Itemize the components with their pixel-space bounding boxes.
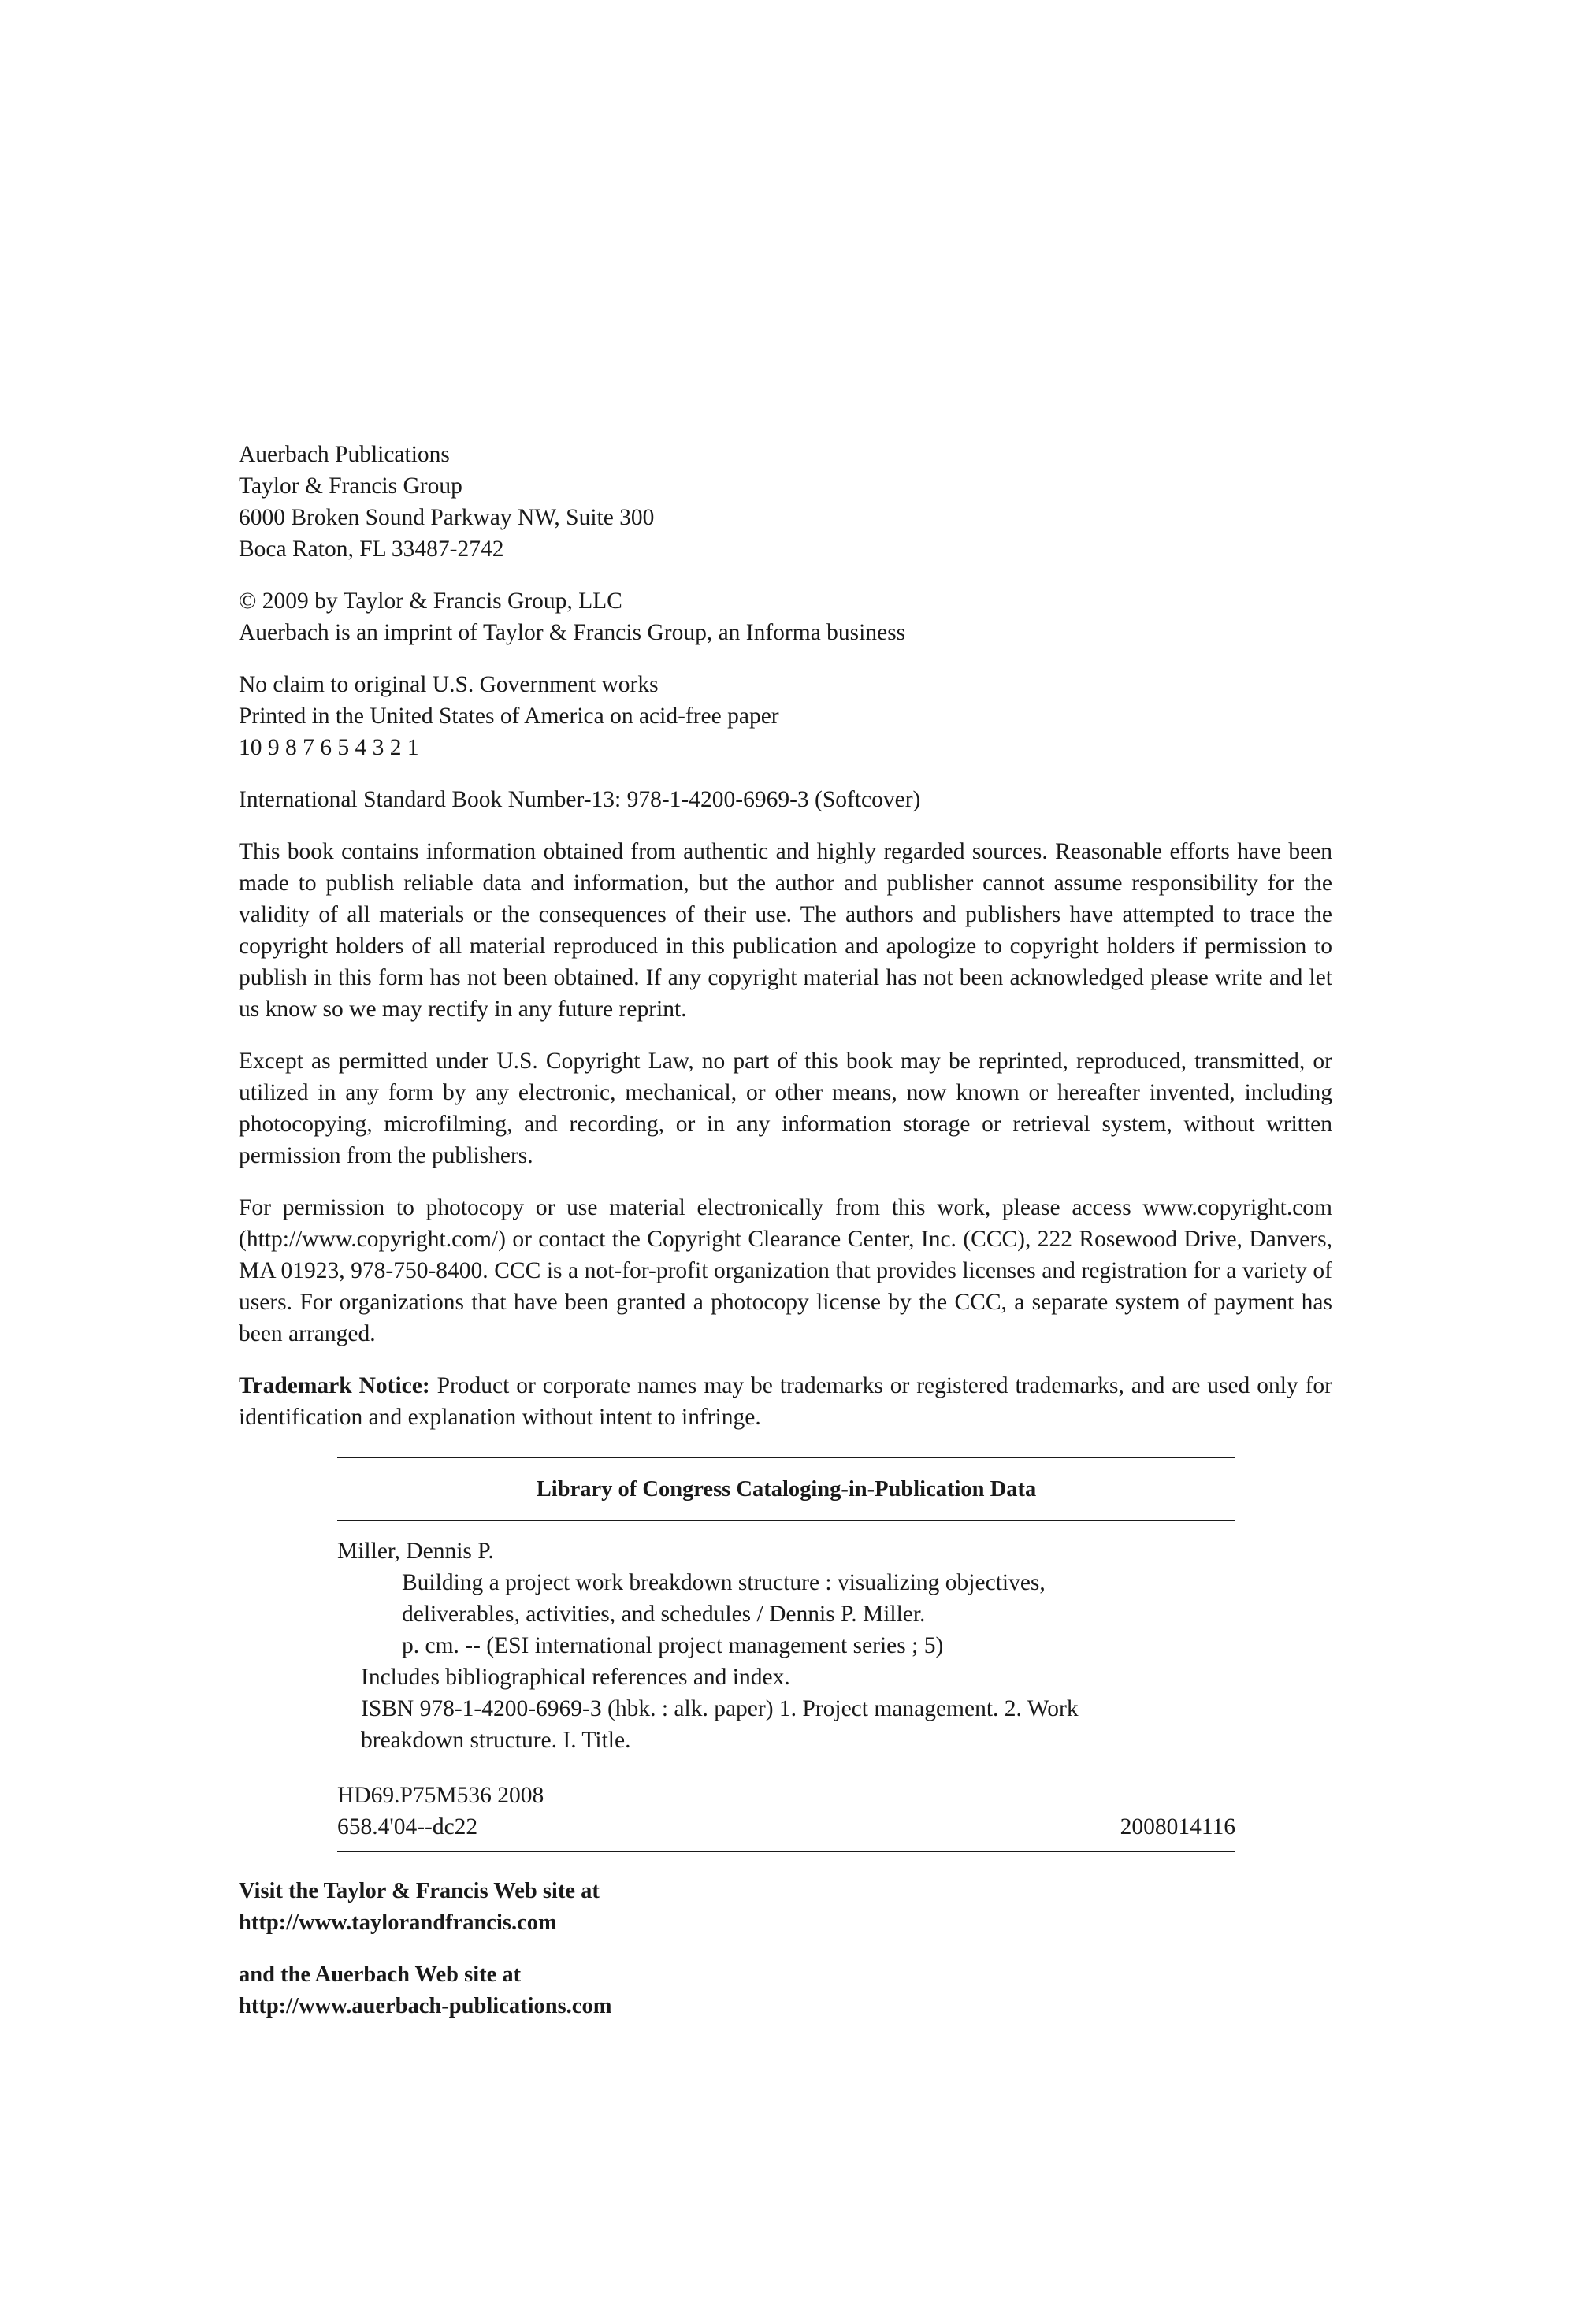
- publisher-name: Auerbach Publications: [239, 442, 450, 467]
- cip-isbn-line-2: breakdown structure. I. Title.: [361, 1728, 631, 1753]
- cip-notes: Includes bibliographical references and index.: [361, 1665, 790, 1690]
- cip-lccn: 2008014116: [1120, 1814, 1235, 1840]
- isbn-block: [239, 784, 1332, 815]
- cip-isbn-line-1: ISBN 978-1-4200-6969-3 (hbk. : alk. paper) 1. Project management. 2. Work: [361, 1696, 1079, 1721]
- government-claim: No claim to original U.S. Government works: [239, 672, 659, 697]
- copyright-page: [239, 439, 1332, 2022]
- tf-web-label: Visit the Taylor & Francis Web site at: [239, 1879, 600, 1903]
- cip-class-row: [337, 1811, 1235, 1843]
- publisher-group: Taylor & Francis Group: [239, 473, 462, 499]
- trademark-label: Trademark Notice:: [239, 1373, 430, 1398]
- cip-data-block: [337, 1457, 1235, 1852]
- print-info-block: [239, 669, 1332, 763]
- cip-dewey: 658.4'04--dc22: [337, 1814, 478, 1840]
- isbn-line: International Standard Book Number-13: 978-1-4200-6969-3 (Softcover): [239, 787, 921, 812]
- copyright-block: [239, 585, 1332, 648]
- copyright-line: © 2009 by Taylor & Francis Group, LLC: [239, 588, 622, 614]
- disclaimer-paragraph: This book contains information obtained from authentic and highly regarded sources. Reasonable efforts have been made to publish reliable data and information, but the author and publisher cannot assume responsibility for the validity of all materials or the consequences of their use. The authors and publishers have attempted to trace the copyright holders of all material reproduced in this publication and apologize to copyright holders if permission to publish in this form has not been obtained. If any copyright material has not been acknowledged please write and let us know so we may rectify in any future reprint.: [239, 839, 1332, 1022]
- cip-record: [337, 1521, 1235, 1851]
- auerbach-web-label: and the Auerbach Web site at: [239, 1962, 522, 1987]
- trademark-paragraph: [239, 1370, 1332, 1433]
- web-links: [239, 1876, 1332, 2022]
- cip-title-line-2: deliverables, activities, and schedules / Dennis P. Miller.: [402, 1602, 926, 1627]
- trademark-text: Product or corporate names may be trademarks or registered trademarks, and are used only for identification and explanation without intent to infringe.: [239, 1373, 1332, 1430]
- imprint-line: Auerbach is an imprint of Taylor & Francis Group, an Informa business: [239, 620, 906, 645]
- tf-web-url[interactable]: http://www.taylorandfrancis.com: [239, 1910, 557, 1935]
- publisher-street: 6000 Broken Sound Parkway NW, Suite 300: [239, 505, 655, 530]
- cip-title: Library of Congress Cataloging-in-Publication Data: [536, 1477, 1037, 1502]
- printed-in: Printed in the United States of America on acid-free paper: [239, 704, 779, 729]
- cip-title-line-1: Building a project work breakdown structure : visualizing objectives,: [402, 1570, 1046, 1595]
- permission-paragraph: For permission to photocopy or use material electronically from this work, please access www.copyright.com (http://www.copyright.com/) or contact the Copyright Clearance Center, Inc. (CCC), 222 Rosewood Drive, Danvers, MA 01923, 978-750-8400. CCC is a not-for-profit organization that provides licenses and registration for a variety of users. For organizations that have been granted a photocopy license by the CCC, a separate system of payment has been arranged.: [239, 1195, 1332, 1346]
- cip-author: Miller, Dennis P.: [337, 1539, 494, 1564]
- cip-series: p. cm. -- (ESI international project management series ; 5): [402, 1633, 944, 1658]
- copyright-law-paragraph: Except as permitted under U.S. Copyright Law, no part of this book may be reprinted, reproduced, transmitted, or utilized in any form by any electronic, mechanical, or other means, now known or hereafter invented, including photocopying, microfilming, and recording, or in any information storage or retrieval system, without written permission from the publishers.: [239, 1049, 1332, 1168]
- publisher-city: Boca Raton, FL 33487-2742: [239, 536, 504, 562]
- publisher-address: [239, 439, 1332, 565]
- cip-lc-class: HD69.P75M536 2008: [337, 1783, 544, 1808]
- auerbach-web-url[interactable]: http://www.auerbach-publications.com: [239, 1994, 612, 2018]
- printing-line: 10 9 8 7 6 5 4 3 2 1: [239, 735, 419, 760]
